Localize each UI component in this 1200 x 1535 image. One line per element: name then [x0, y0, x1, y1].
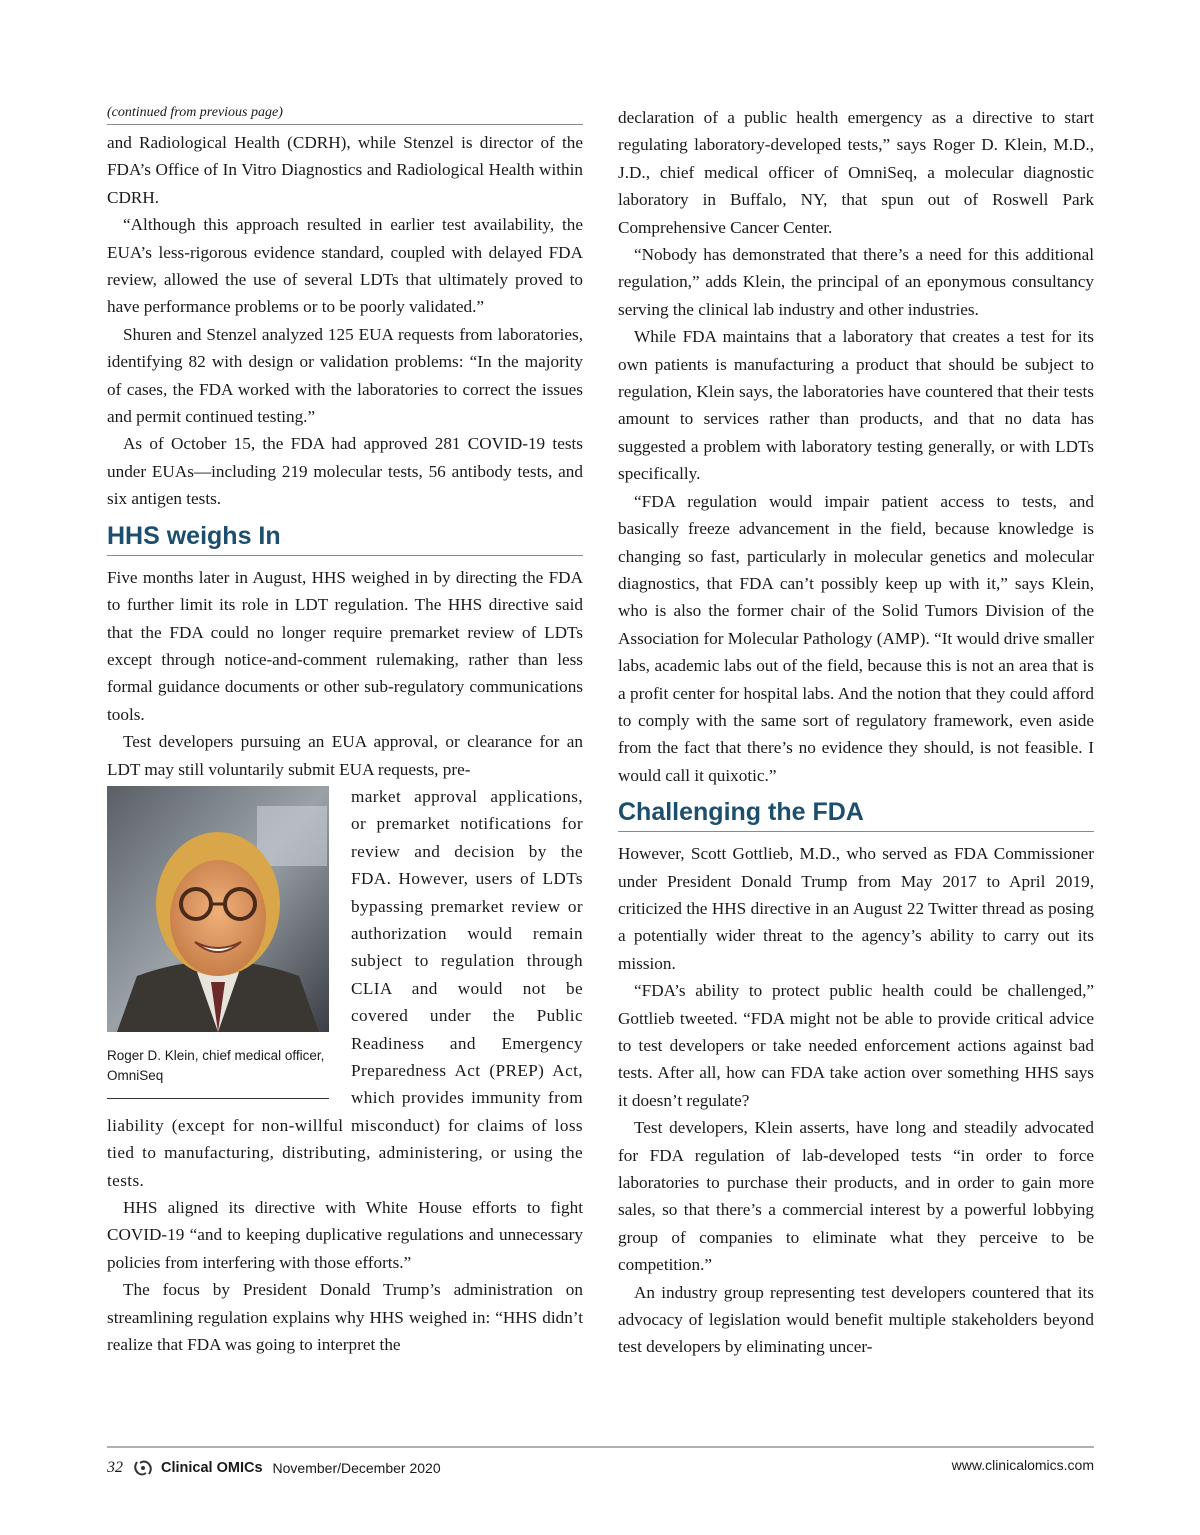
section-heading-challenging: Challenging the FDA	[618, 795, 1094, 832]
paragraph: However, Scott Gottlieb, M.D., who served as FDA Commissioner under President Donald Trump from May 2017 to April 2019, criticized the HHS directive in an August 22 Twitter thread as posing a potentially wider threat to the agency’s ability to carry out its mission.	[618, 844, 1094, 973]
paragraph: “FDA regulation would impair patient access to tests, and basically freeze advancement in the field, because knowledge is changing so fast, particularly in molecular genetics and molecular diagnostics, that FDA can’t possibly keep up with it,” says Klein, who is also the former chair of the Solid Tumors Division of the Association for Molecular Pathology (AMP). “It would drive smaller labs, academic labs out of the field, because this is not an area that is a profit center for hospital labs. And the notion that they could afford to comply with the same sort of regulatory framework, even aside from the fact that there’s no evidence they should, is not feasible. I would call it quixotic.”	[618, 491, 1094, 785]
paragraph: While FDA maintains that a laboratory that creates a test for its own patients is manufacturing a product that should be subject to regulation, Klein says, the laboratories have countered that their tests amount to services rather than products, and that no data has suggested a problem with laboratory testing generally, or with LDTs specifically.	[618, 327, 1094, 484]
paragraph: HHS aligned its directive with White House efforts to fight COVID-19 “and to keeping duplicative regulations and unnecessary policies from interfering with those efforts.”	[107, 1198, 583, 1272]
paragraph: Test developers, Klein asserts, have long and steadily advocated for FDA regulation of lab-developed tests “in order to force laboratories to purchase their products, and in order to gain more sales, so that there’s a commercial interest by a powerful lobbying group of companies to eliminate what they perceive to be competition.”	[618, 1118, 1094, 1275]
paragraph: As of October 15, the FDA had approved 281 COVID-19 tests under EUAs—including 219 molecular tests, 56 antibody tests, and six antigen tests.	[107, 434, 583, 509]
clinical-omics-logo-icon	[131, 1456, 155, 1480]
right-column	[618, 104, 1094, 1361]
continued-note: (continued from previous page)	[107, 104, 583, 125]
paragraph: “Nobody has demonstrated that there’s a need for this additional regulation,” adds Klein, the principal of an eponymous consultancy serving the clinical lab industry and other industries.	[618, 245, 1094, 319]
left-column	[107, 104, 583, 1358]
paragraph: market approval applications, or premarket notifications for review and decision by the FDA. However, users of LDTs bypassing premarket review or authorization would remain subject to regulation through CLIA and would not be covered under the Public Readiness and Emergency Preparedness Act (PREP) Act, which provides immunity from liability (except for non-willful misconduct) for claims of loss tied to manufacturing, distributing, administering, or using the tests.	[107, 786, 583, 1190]
footer-left	[107, 1456, 441, 1480]
paragraph: Five months later in August, HHS weighed in by directing the FDA to further limit its role in LDT regulation. The HHS directive said that the FDA could no longer require premarket review of LDTs except through notice-and-comment rulemaking, rather than less formal guidance documents or other sub-regulatory communications tools.	[107, 567, 583, 724]
paragraph: “Although this approach resulted in earlier test availability, the EUA’s less-rigorous evidence standard, coupled with delayed FDA review, allowed the use of several LDTs that ultimately proved to have performance problems or to be poorly validated.”	[107, 215, 583, 317]
paragraph: declaration of a public health emergency as a directive to start regulating laboratory-developed tests,” says Roger D. Klein, M.D., J.D., chief medical officer of OmniSeq, a molecular diagnostic laboratory in Buffalo, NY, that spun out of Roswell Park Comprehensive Cancer Center.	[618, 108, 1094, 237]
issue-date: November/December 2020	[272, 1460, 441, 1476]
photo-caption: Roger D. Klein, chief medical officer, OmniSeq	[107, 1047, 325, 1083]
paragraph: An industry group representing test developers countered that its advocacy of legislation would benefit multiple stakeholders beyond test developers by eliminating uncer-	[618, 1282, 1094, 1357]
page-number: 32	[107, 1459, 123, 1476]
paragraph: Test developers pursuing an EUA approval, or clearance for an LDT may still voluntarily submit EUA requests, pre-	[107, 732, 583, 779]
footer-url: www.clinicalomics.com	[951, 1457, 1094, 1473]
photo-figure	[107, 786, 329, 1099]
section-heading-hhs: HHS weighs In	[107, 519, 583, 556]
paragraph: Shuren and Stenzel analyzed 125 EUA requests from laboratories, identifying 82 with design or validation problems: “In the majority of cases, the FDA worked with the laboratories to correct the issues and permit continued testing.”	[107, 324, 583, 427]
paragraph: and Radiological Health (CDRH), while Stenzel is director of the FDA’s Office of In Vitro Diagnostics and Radiological Health within CDRH.	[107, 133, 583, 207]
paragraph: “FDA’s ability to protect public health could be challenged,” Gottlieb tweeted. “FDA might not be able to provide critical advice to test developers or take needed enforcement actions against bad tests. After all, how can FDA take action over something HHS says it doesn’t regulate?	[618, 981, 1094, 1110]
paragraph: The focus by President Donald Trump’s administration on streamlining regulation explains why HHS weighed in: “HHS didn’t realize that FDA was going to interpret the	[107, 1280, 583, 1355]
brand-name: Clinical OMICs	[161, 1460, 263, 1476]
page-footer	[107, 1446, 1094, 1476]
portrait-photo	[107, 786, 329, 1032]
